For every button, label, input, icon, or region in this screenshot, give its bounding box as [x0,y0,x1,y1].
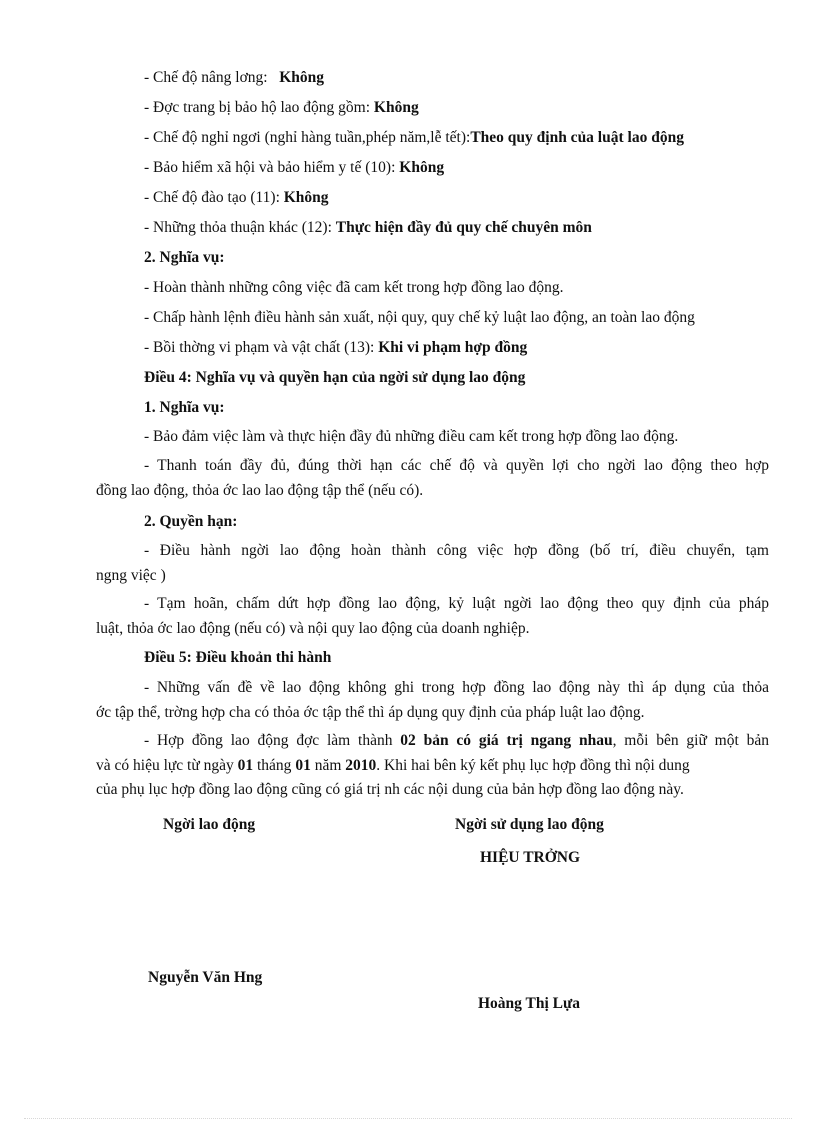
article-5-paragraph-continued: của phụ lục hợp đồng lao động cũng có giá trị nh các nội dung của bản hợp đồng lao động này. [96,781,684,798]
right-label: - Chế độ nâng lơng: [144,69,268,86]
employee-obligation-item: - Hoàn thành những công việc đã cam kết trong hợp đồng lao động. [144,279,564,296]
right-label: - Đợc trang bị bảo hộ lao động gồm: [144,99,371,116]
employer-obligation-item: - Bảo đảm việc làm và thực hiện đầy đủ những điều cam kết trong hợp đồng lao động. [144,428,679,445]
employer-signature-title: Ngời sử dụng lao động [455,816,604,833]
employer-right-item-continued: ngng việc ) [96,567,166,584]
employer-rights-heading: 2. Quyền hạn: [144,513,238,530]
right-other-agreements [144,218,592,238]
right-social-insurance [144,158,444,178]
employer-obligations-heading: 1. Nghĩa vụ: [144,399,225,416]
article-4-heading: Điều 4: Nghĩa vụ và quyền hạn của ngời sử dụng lao động [144,369,526,386]
right-label: - Bảo hiểm xã hội và bảo hiểm y tế (10): [144,159,396,176]
compensation-label: - Bồi thờng vi phạm và vật chất (13): [144,339,375,356]
employee-obligations-heading: 2. Nghĩa vụ: [144,249,225,266]
right-value: Không [279,69,325,86]
right-label: - Chế độ nghỉ ngơi (nghỉ hàng tuần,phép năm,lễ tết): [144,129,471,146]
article-5-paragraph-continued [96,756,690,776]
article-5-heading: Điều 5: Điều khoản thi hành [144,649,332,666]
employer-obligation-item: - Thanh toán đầy đủ, đúng thời hạn các chế độ và quyền lợi cho ngời lao động theo hợp [144,457,769,474]
copies-count: 02 bản có giá trị ngang nhau [400,732,613,749]
employer-right-item: - Điều hành ngời lao động hoàn thành công việc hợp đồng (bố trí, điều chuyển, tạm [144,542,769,559]
right-label: - Những thỏa thuận khác (12): [144,219,332,236]
page-bottom-border [24,1118,792,1119]
right-salary-raise [144,68,324,88]
employer-right-item-continued: luật, thỏa ớc lao động (nếu có) và nội quy lao động của doanh nghiệp. [96,620,530,637]
right-training [144,188,329,208]
employee-obligation-item: - Chấp hành lệnh điều hành sản xuất, nội quy, quy chế kỷ luật lao động, an toàn lao động [144,309,695,326]
right-value: Không [283,189,329,206]
right-protective-equipment [144,98,419,118]
article-5-paragraph-continued: ớc tập thể, trờng hợp cha có thỏa ớc tập thể thì áp dụng quy định của pháp luật lao động. [96,704,645,721]
text-run: tháng [257,757,292,774]
employer-obligation-item-continued: đồng lao động, thỏa ớc lao lao động tập thể (nếu có). [96,482,424,499]
employee-signature-title: Ngời lao động [163,816,256,833]
right-value: Không [399,159,445,176]
effective-day: 01 [237,757,254,774]
employee-name: Nguyễn Văn Hng [148,969,263,986]
employer-position: HIỆU TRỞNG [480,849,581,866]
right-rest-regime [144,128,684,148]
compensation-value: Khi vi phạm hợp đồng [378,339,528,356]
article-5-paragraph [144,731,769,751]
right-value: Theo quy định của luật lao động [470,129,684,146]
text-run: và có hiệu lực từ ngày [96,757,234,774]
text-run: . Khi hai bên ký kết phụ lục hợp đồng thì nội dung [376,757,690,774]
right-label: - Chế độ đào tạo (11): [144,189,280,206]
right-value: Không [373,99,419,116]
article-5-paragraph: - Những vấn đề về lao động không ghi trong hợp đồng lao động này thì áp dụng của thỏa [144,679,769,696]
effective-month: 01 [295,757,311,774]
effective-year: 2010 [345,757,377,774]
text-run: - Hợp đồng lao động đợc làm thành [144,732,393,749]
employee-compensation [144,338,527,358]
text-run: , mỗi bên giữ một bản [612,732,769,749]
text-run: năm [314,757,342,774]
right-value: Thực hiện đầy đủ quy chế chuyên môn [335,219,592,236]
employer-right-item: - Tạm hoãn, chấm dứt hợp đồng lao động, kỷ luật ngời lao động theo quy định của pháp [144,595,769,612]
employer-name: Hoàng Thị Lựa [478,995,581,1012]
